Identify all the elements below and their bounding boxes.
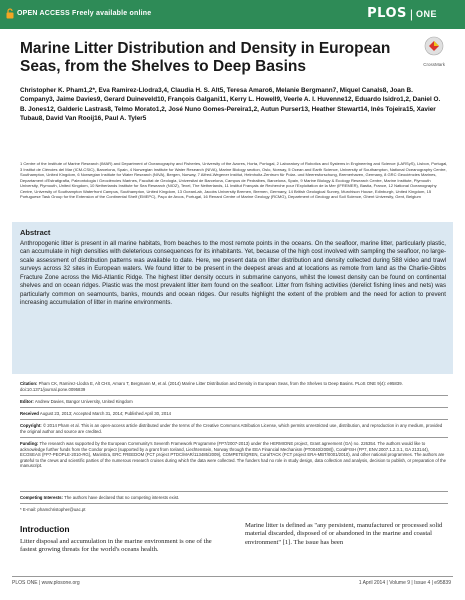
abstract-box: [12, 222, 453, 374]
footer-journal-url[interactable]: PLOS ONE | www.plosone.org: [12, 580, 80, 586]
funding-text: The research was supported by the European Community's Seventh Framework Programme (FP7/2007-2013) under the HERMIONE project, Grant agreement (GA) no. 226354. The authors would like to acknowledge further funds from the Condor project (supported by a grant from Iceland, Liechtenstein, Norway through the EEA Financial Mechanism (PT0040/2008)), CoralFISH (FP7, ENV.2007.1.2.3.1, GA 213144), ECOSEAS (FP7-PEOPLE-2010-RG), MarinEra, ERC FREEDOM (FCT project PTDC/MAR/113485/2009), COMPETE/QREN, CoralTACK (FCT project ERA-MBT/0001/2010), and other national programmes. The authors are grateful to the crews and scientific parties of the numerous research cruises during which the data were collected. The funders had no role in study design, data collection and analysis, decision to publish, or preparation of the manuscript.: [20, 441, 447, 469]
funding-line: [20, 441, 448, 469]
citation-text: Pham CK, Ramirez-Llodra E, Alt CHS, Amaro T, Bergmann M, et al. (2014) Marine Litter Distribution and Density in European Seas, from the Shelves to Deep Basins. PLoS ONE 9(4): e95839. doi:10.1371/journal.pone.0095839: [20, 381, 403, 392]
footer-divider: [12, 576, 453, 577]
copyright-line: [20, 423, 448, 434]
funding-label: Funding:: [20, 441, 39, 446]
editor-text: Andrew Davies, Bangor University, United Kingdom: [34, 399, 133, 404]
introduction-text-right: Marine litter is defined as "any persistent, manufactured or processed solid material discarded, disposed of or abandoned in the marine and coastal environment" [1]. The issue has been: [245, 522, 443, 546]
journal-name: ONE: [415, 8, 437, 19]
introduction-text-left: Litter disposal and accumulation in the marine environment is one of the fastest growing threats for the world's oceans health.: [20, 538, 212, 554]
journal-word: PLOS: [367, 6, 407, 21]
editor-line: [20, 399, 448, 405]
meta-divider: [20, 407, 448, 408]
footer-issue-info: 1 April 2014 | Volume 9 | Issue 4 | e95839: [358, 580, 451, 586]
abstract-text: Anthropogenic litter is present in all marine habitats, from beaches to the most remote points in the oceans. On the seafloor, marine litter, particularly plastic, can accumulate in high densities with deleterious consequences for its inhabitants. Yet, because of the high cost involved with sampling the seafloor, no large-scale assessment of distribution patterns was available to date. Here, we present data on litter distribution and density collected during 588 video and trawl surveys across 32 sites in European waters. We found litter to be present in the deepest areas and at locations as remote from land as the Charlie-Gibbs Fracture Zone across the Mid-Atlantic Ridge. The highest litter density occurs in submarine canyons, whilst the lowest density can be found on continental shelves and on ocean ridges. Plastic was the most prevalent litter item found on the seafloor. Litter from fishing activities (derelict fishing lines and nets) was particularly common on seamounts, banks, mounds and ocean ridges. Our results highlight the extent of the problem and the need for action to prevent increasing accumulation of litter in marine environments.: [20, 240, 446, 307]
abstract-heading: Abstract: [20, 228, 51, 237]
open-access-label: OPEN ACCESS Freely available online: [17, 10, 152, 17]
open-access-badge[interactable]: [6, 8, 151, 19]
plos-one-logo[interactable]: [367, 6, 437, 21]
dates-line: [20, 411, 448, 417]
meta-divider: [20, 491, 448, 492]
affiliations: 1 Centre of the Institute of Marine Research (IMAR) and Department of Oceanography and Fisheries, University of the Azores, Horta, Portugal, 2 Laboratory of Robotics and Systems in Engineering and Science (LARSyS), Lisbon, Portugal, 3 Institut de Ciències del Mar (ICM-CSIC), Barcelona, Spain, 4 Norwegian Institute for Water Research (NIVA), Marine Biology section, Oslo, Norway, 5 Ocean and Earth Science, University of Southampton, National Oceanography Centre, Southampton, United Kingdom, 6 Norwegian Institute for Water Research (NIVA), Bergen, Norway, 7 Alfred-Wegener Institut, Helmholtz-Zentrum für Polar- und Meeresforschung, Bremerhaven, Germany, 8 GRC Geociències Marines, Departament d'Estratigrafia, Paleontologia i Geociències Marines, Facultat de Geologia, Universitat de Barcelona, Campus de Pedralbes, Barcelona, Spain, 9 Marine Biology & Ecology Research Centre, Marine Institute, Plymouth University, Plymouth, United Kingdom, 10 Netherlands Institute for Sea Research (NIOZ), Texel, The Netherlands, 11 Institut Français de Recherche pour l'Exploitation de la Mer (IFREMER), Bastia, France, 12 National Oceanography Centre, University of Southampton Waterfront Campus, Southampton, United Kingdom, 13 OceanLab, Jacobs University Bremen, Bremen, Germany, 14 British Geological Survey, Murchison House, Edinburgh, United Kingdom, 15 Portuguese Task Group for the Extension of the Continental Shelf (EMEPC), Paço de Arcos, Portugal, 16 Renard Centre of Marine Geology (RCMG), Department of Geology and Soil Science, Ghent University, Gent, Belgium: [20, 161, 448, 199]
author-list: Christopher K. Pham1,2*, Eva Ramirez-Llodra3,4, Claudia H. S. Alt5, Teresa Amaro6, Melanie Bergmann7, Miquel Canals8, Joan B. Company3, Jaime Davies9, Gerard Duineveld10, François Galgani11, Kerry L. Howell9, Veerle A. I. Huvenne12, Eduardo Isidro1,2, Daniel O. B. Jones12, Galderic Lastras8, Telmo Morato1,2, José Nuno Gomes-Pereira1,2, Autun Purser13, Heather Stewart14, Inês Tojeira15, Xavier Tubau8, David Van Rooij16, Paul A. Tyler5: [20, 87, 441, 123]
meta-divider: [20, 419, 448, 420]
corresponding-email[interactable]: * E-mail: phamchristopher@uac.pt: [20, 507, 86, 512]
dates-label: Received: [20, 411, 39, 416]
competing-interests-line: [20, 495, 448, 501]
crossmark-label: CrossMark: [423, 62, 445, 67]
citation-line: [20, 381, 448, 392]
meta-divider: [20, 437, 448, 438]
crossmark-badge[interactable]: [423, 36, 445, 67]
journal-header-bar: [0, 0, 465, 29]
meta-divider: [20, 395, 448, 396]
open-lock-icon: [6, 8, 14, 19]
article-title: Marine Litter Distribution and Density in European Seas, from the Shelves to Deep Basins: [20, 40, 391, 75]
dates-text: August 23, 2013; Accepted March 31, 2014; Published April 30, 2014: [39, 411, 171, 416]
introduction-heading: Introduction: [20, 524, 70, 534]
meta-divider: [20, 503, 448, 504]
logo-separator: |: [409, 6, 413, 21]
editor-label: Editor:: [20, 399, 34, 404]
citation-label: Citation:: [20, 381, 38, 386]
competing-label: Competing Interests:: [20, 495, 63, 500]
copyright-label: Copyright:: [20, 423, 42, 428]
crossmark-icon: [424, 36, 444, 56]
copyright-text: © 2014 Pham et al. This is an open-access article distributed under the terms of the Creative Commons Attribution License, which permits unrestricted use, distribution, and reproduction in any medium, provided the original author and source are credited.: [20, 423, 443, 434]
competing-text: The authors have declared that no competing interests exist.: [64, 495, 180, 500]
